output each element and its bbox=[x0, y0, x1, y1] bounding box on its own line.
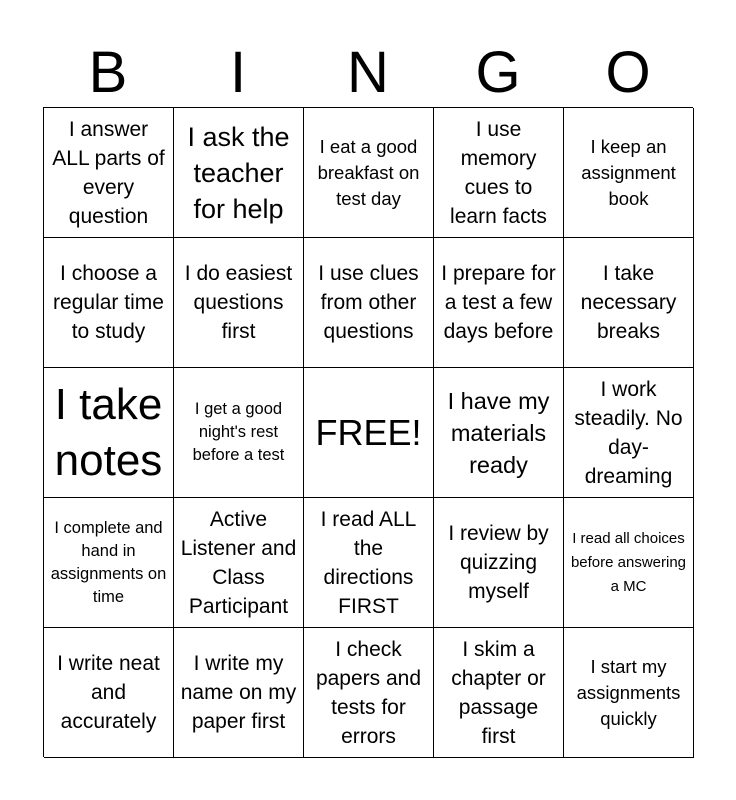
cell-text: I work steadily. No day-dreaming bbox=[574, 377, 683, 488]
bingo-cell bbox=[174, 498, 304, 628]
cell-text: I do easiest questions first bbox=[184, 262, 293, 343]
free-space bbox=[304, 368, 434, 498]
header-letter-i: I bbox=[229, 40, 247, 105]
cell-text: I prepare for a test a few days before bbox=[441, 262, 556, 343]
bingo-cell bbox=[44, 368, 174, 498]
bingo-cell bbox=[434, 368, 564, 498]
cell-text: I use clues from other questions bbox=[318, 262, 419, 343]
cell-text: I take necessary breaks bbox=[580, 262, 677, 343]
cell-text: I take notes bbox=[54, 379, 163, 485]
cell-text: I ask the teacher for help bbox=[187, 121, 290, 224]
bingo-cell bbox=[174, 108, 304, 238]
header-letter-b: B bbox=[88, 40, 128, 105]
cell-text: I check papers and tests for errors bbox=[315, 637, 422, 748]
bingo-cell bbox=[44, 238, 174, 368]
header-letter-o: O bbox=[605, 40, 651, 105]
bingo-cell bbox=[44, 628, 174, 758]
bingo-cell bbox=[304, 498, 434, 628]
bingo-cell bbox=[44, 498, 174, 628]
cell-text: Active Listener and Class Participant bbox=[180, 507, 297, 618]
cell-text: FREE! bbox=[315, 411, 422, 453]
cell-text: I answer ALL parts of every question bbox=[52, 117, 165, 228]
cell-text: I read ALL the directions FIRST bbox=[320, 507, 417, 618]
bingo-cell bbox=[564, 108, 694, 238]
bingo-cell bbox=[174, 368, 304, 498]
cell-text: I skim a chapter or passage first bbox=[451, 637, 546, 748]
bingo-cell bbox=[304, 628, 434, 758]
bingo-cell bbox=[44, 108, 174, 238]
cell-text: I get a good night's rest before a test bbox=[192, 400, 285, 464]
cell-text: I write neat and accurately bbox=[57, 652, 160, 733]
cell-text: I start my assignments quickly bbox=[576, 655, 681, 729]
cell-text: I choose a regular time to study bbox=[53, 262, 164, 343]
bingo-cell bbox=[174, 628, 304, 758]
header-letter-g: G bbox=[475, 40, 521, 105]
bingo-cell bbox=[304, 238, 434, 368]
bingo-cell bbox=[564, 368, 694, 498]
bingo-cell bbox=[564, 628, 694, 758]
header-letter-n: N bbox=[347, 40, 389, 105]
bingo-header bbox=[43, 40, 693, 106]
cell-text: I review by quizzing myself bbox=[448, 522, 549, 603]
bingo-board bbox=[43, 107, 693, 757]
cell-text: I keep an assignment book bbox=[581, 135, 676, 209]
cell-text: I eat a good breakfast on test day bbox=[317, 135, 420, 209]
bingo-cell bbox=[304, 108, 434, 238]
cell-text: I complete and hand in assignments on time bbox=[50, 518, 167, 606]
bingo-cell bbox=[434, 628, 564, 758]
cell-text: I write my name on my paper first bbox=[180, 652, 297, 733]
cell-text: I read all choices before answering a MC bbox=[570, 529, 687, 595]
cell-text: I have my materials ready bbox=[447, 387, 550, 478]
cell-text: I use memory cues to learn facts bbox=[450, 117, 547, 228]
bingo-cell bbox=[564, 498, 694, 628]
bingo-cell bbox=[564, 238, 694, 368]
bingo-cell bbox=[434, 108, 564, 238]
bingo-cell bbox=[174, 238, 304, 368]
bingo-cell bbox=[434, 498, 564, 628]
bingo-cell bbox=[434, 238, 564, 368]
